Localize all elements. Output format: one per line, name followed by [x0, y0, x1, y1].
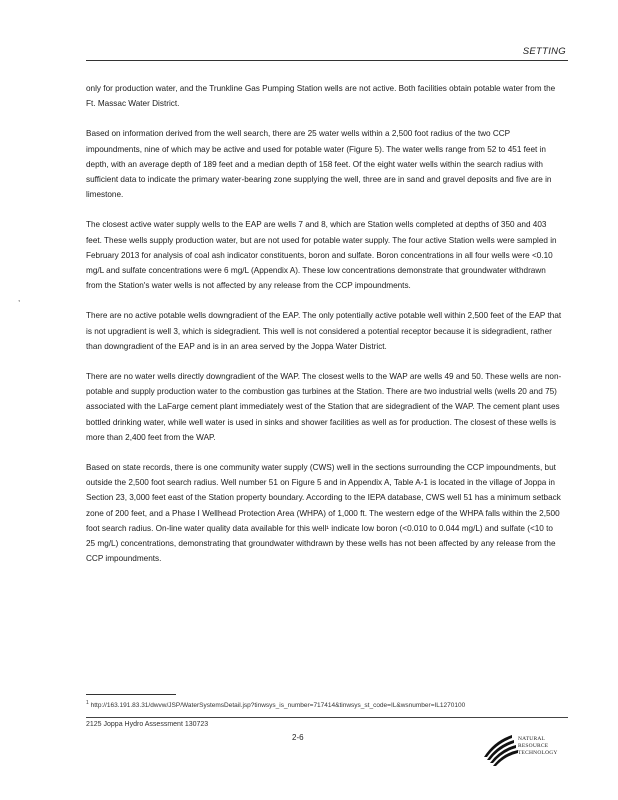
report-id: 2125 Joppa Hydro Assessment 130723: [86, 721, 209, 728]
paragraph-1: only for production water, and the Trunkline Gas Pumping Station wells are not active. Both facilities obtain potable water from the Ft. Massac Water District.: [86, 84, 556, 109]
paragraph-4: There are no active potable wells downgradient of the EAP. The only potentially active potable well within 2,500 feet of the EAP that is not upgradient is well 3, which is sidegradient. This well is not considered a potential receptor because it is sidegradient, rather than downgradient of the EAP and is in an area served by the Joppa Water District.: [86, 311, 562, 351]
footnote-url[interactable]: http://163.191.83.31/dwvw/JSP/WaterSystemsDetail.jsp?tinwsys_is_number=717414&tinwsys_st_code=IL&wsnumber=IL1270100: [90, 702, 466, 710]
paragraph-6: Based on state records, there is one community water supply (CWS) well in the sections surrounding the CCP impoundments, but outside the 2,500 foot search radius. Well number 51 on Figure 5 and in Appendix A, Table A-1 is located in the village of Joppa in Section 23, 3,000 feet east of the Station property boundary. According to the IEPA database, CWS well 51 has a minimum setback zone of 200 feet, and a Phase I Wellhead Protection Area (WHPA) of 1,000 ft. The western edge of the WHPA falls within the 2,500 foot search radius. On-line water quality data available for this well¹ indicate low boron (<0.010 to 0.044 mg/L) and sulfate (<10 to 25 mg/L) concentrations, demonstrating that groundwater withdrawn by these wells has not been affected by any release from the CCP impoundments.: [86, 463, 561, 564]
paragraph-5: There are no water wells directly downgradient of the WAP. The closest wells to the WAP are wells 49 and 50. These wells are non-potable and supply production water to the combustion gas turbines at the Station. There are two industrial wells (wells 20 and 75) associated with the LaFarge cement plant immediately west of the Station that are sidegradient of the WAP. The cement plant uses bottled drinking water, while well water is used in sinks and shower facilities as well as for production. The closest of these wells is more than 2,400 feet from the WAP.: [86, 372, 562, 442]
logo-line-2: RESOURCE: [518, 743, 549, 749]
header-rule: [86, 60, 568, 61]
footer-rule: [86, 717, 568, 718]
footnote-rule: [86, 694, 176, 695]
footnote-marker: 1: [86, 700, 89, 706]
body-text: [86, 81, 562, 581]
page-number: 2-6: [292, 733, 304, 742]
paragraph-3: The closest active water supply wells to the EAP are wells 7 and 8, which are Station wells completed at depths of 350 and 403 feet. These wells supply production water, but are not used for potable water supply. The four active Station wells were sampled in February 2013 for analysis of coal ash indicator constituents, boron and sulfate. Boron concentrations in all four wells were <0.10 mg/L and sulfate concentrations were 6 mg/L (Appendix A). These low concentrations demonstrate that groundwater withdrawn from the Station's water wells is not affected by any release from the CCP impoundments.: [86, 220, 557, 291]
paragraph-2: Based on information derived from the well search, there are 25 water wells within a 2,500 foot radius of the two CCP impoundments, nine of which may be active and used for potable water (Figure 5). The water wells range from 52 to 451 feet in depth, with an average depth of 189 feet and a median depth of 158 feet. Of the eight water wells within the search radius with sufficient data to indicate the primary water-bearing zone supplying the well, three are in sand and gravel deposits and five are in limestone.: [86, 129, 552, 200]
logo-line-1: NATURAL: [518, 736, 546, 742]
company-logo-text: [518, 736, 558, 757]
section-header: SETTING: [522, 46, 566, 57]
margin-mark: ,: [18, 294, 21, 303]
logo-line-3: TECHNOLOGY: [518, 750, 558, 756]
footnote: [86, 700, 572, 709]
